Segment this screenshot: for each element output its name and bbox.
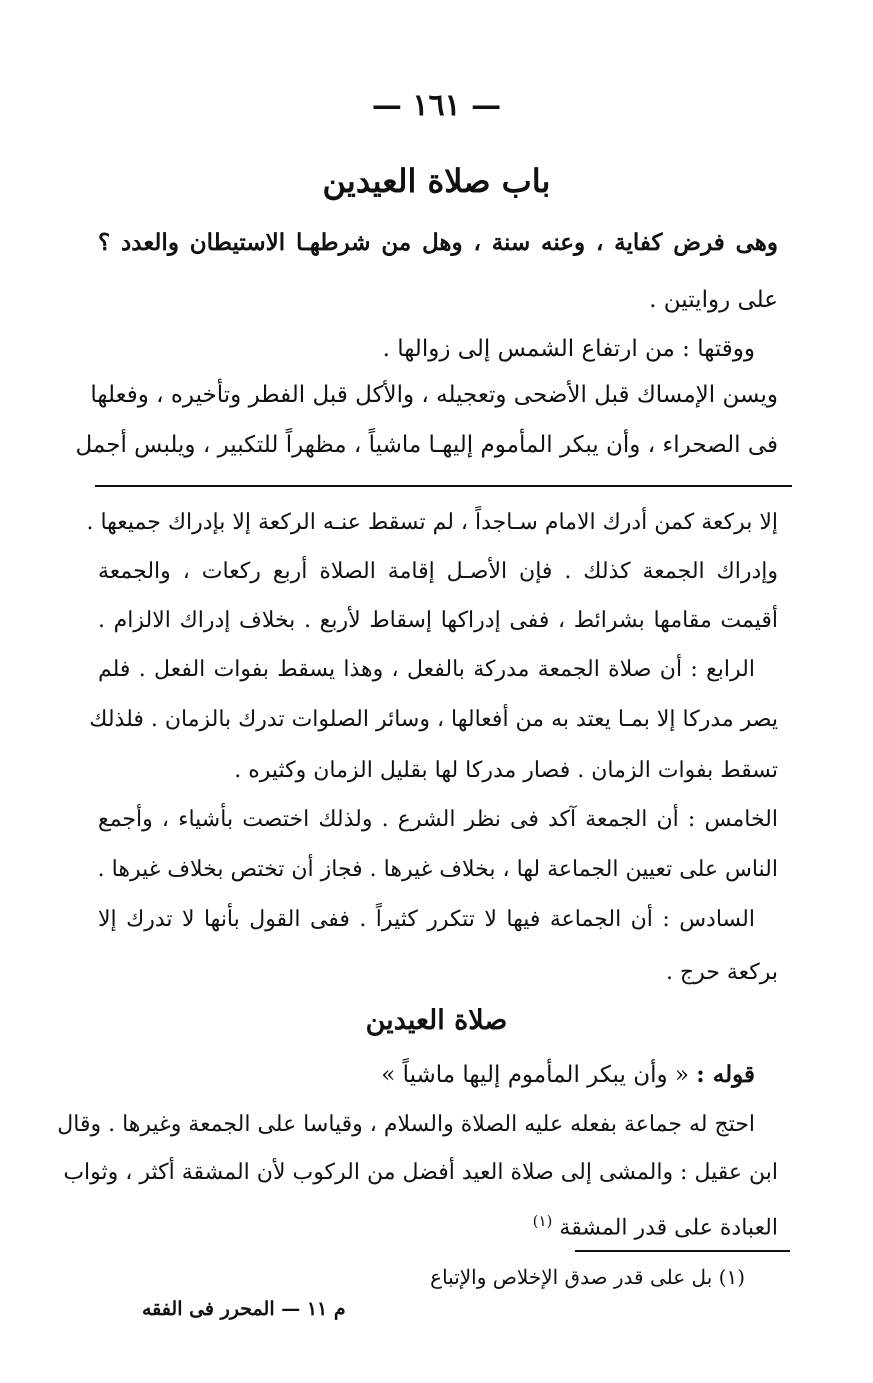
footnote-ref: (١) [532,1212,553,1230]
main-text-line: فى الصحراء ، وأن يبكر المأموم إليهـا ماشياً ، مظهراً للتكبير ، ويلبس أجمل [75,432,778,458]
main-text-line: وهى فرض كفاية ، وعنه سنة ، وهل من شرطهـا الاستيطان والعدد ؟ [98,229,778,256]
commentary-line: إلا بركعة كمن أدرك الامام سـاجداً ، لم تسقط عنـه الركعة إلا بإدراك جميعها . [86,510,778,535]
footnote: (١) بل على قدر صدق الإخلاص والإتباع [430,1265,745,1289]
main-text-line: على روايتين . [649,287,778,313]
commentary-line: وإدراك الجمعة كذلك . فإن الأصـل إقامة الصلاة أربع ركعات ، والجمعة [98,559,778,584]
commentary-line [98,1206,778,1243]
commentary-line: احتج له جماعة بفعله عليه الصلاة والسلام ، وقياسا على الجمعة وغيرها . وقال [57,1112,755,1137]
commentary-line: الخامس : أن الجمعة آكد فى نظر الشرع . ولذلك اختصت بأشياء ، وأجمع [98,807,778,832]
main-text-line: ووقتها : من ارتفاع الشمس إلى زوالها . [382,336,755,362]
footnote-rule [575,1250,790,1252]
page-footer: م ١١ — المحرر فى الفقه [142,1298,346,1320]
main-text-line: ويسن الإمساك قبل الأضحى وتعجيله ، والأكل قبل الفطر وتأخيره ، وفعلها [90,382,778,408]
quote-line [75,1060,755,1090]
section-heading: صلاة العيدين [365,1005,508,1036]
commentary-line: يصر مدركا إلا بمـا يعتد به من أفعالها ، وسائر الصلوات تدرك بالزمان . فلذلك [89,707,778,732]
commentary-line: بركعة حرج . [665,960,778,985]
commentary-line: أقيمت مقامها بشرائط ، ففى إدراكها إسقاط لأربع . بخلاف إدراك الالزام . [98,608,778,633]
quote-text: « وأن يبكر المأموم إليها ماشياً » [381,1062,689,1088]
chapter-title: باب صلاة العيدين [322,162,551,200]
quote-label: قوله : [696,1061,755,1088]
commentary-line: الرابع : أن صلاة الجمعة مدركة بالفعل ، وهذا يسقط بفوات الفعل . فلم [98,657,755,682]
separator-rule [95,485,792,487]
commentary-line: الناس على تعيين الجماعة لها ، بخلاف غيرها . فجاز أن تختص بخلاف غيرها . [97,857,778,882]
commentary-line: ابن عقيل : والمشى إلى صلاة العيد أفضل من الركوب لأن المشقة أكثر ، وثواب [63,1160,778,1185]
page-number: — ١٦١ — [371,88,502,123]
commentary-line: السادس : أن الجماعة فيها لا تتكرر كثيراً . ففى القول بأنها لا تدرك إلا [98,907,755,932]
commentary-line: تسقط بفوات الزمان . فصار مدركا لها بقليل الزمان وكثيره . [234,758,778,783]
commentary-text: العبادة على قدر المشقة [559,1215,778,1241]
